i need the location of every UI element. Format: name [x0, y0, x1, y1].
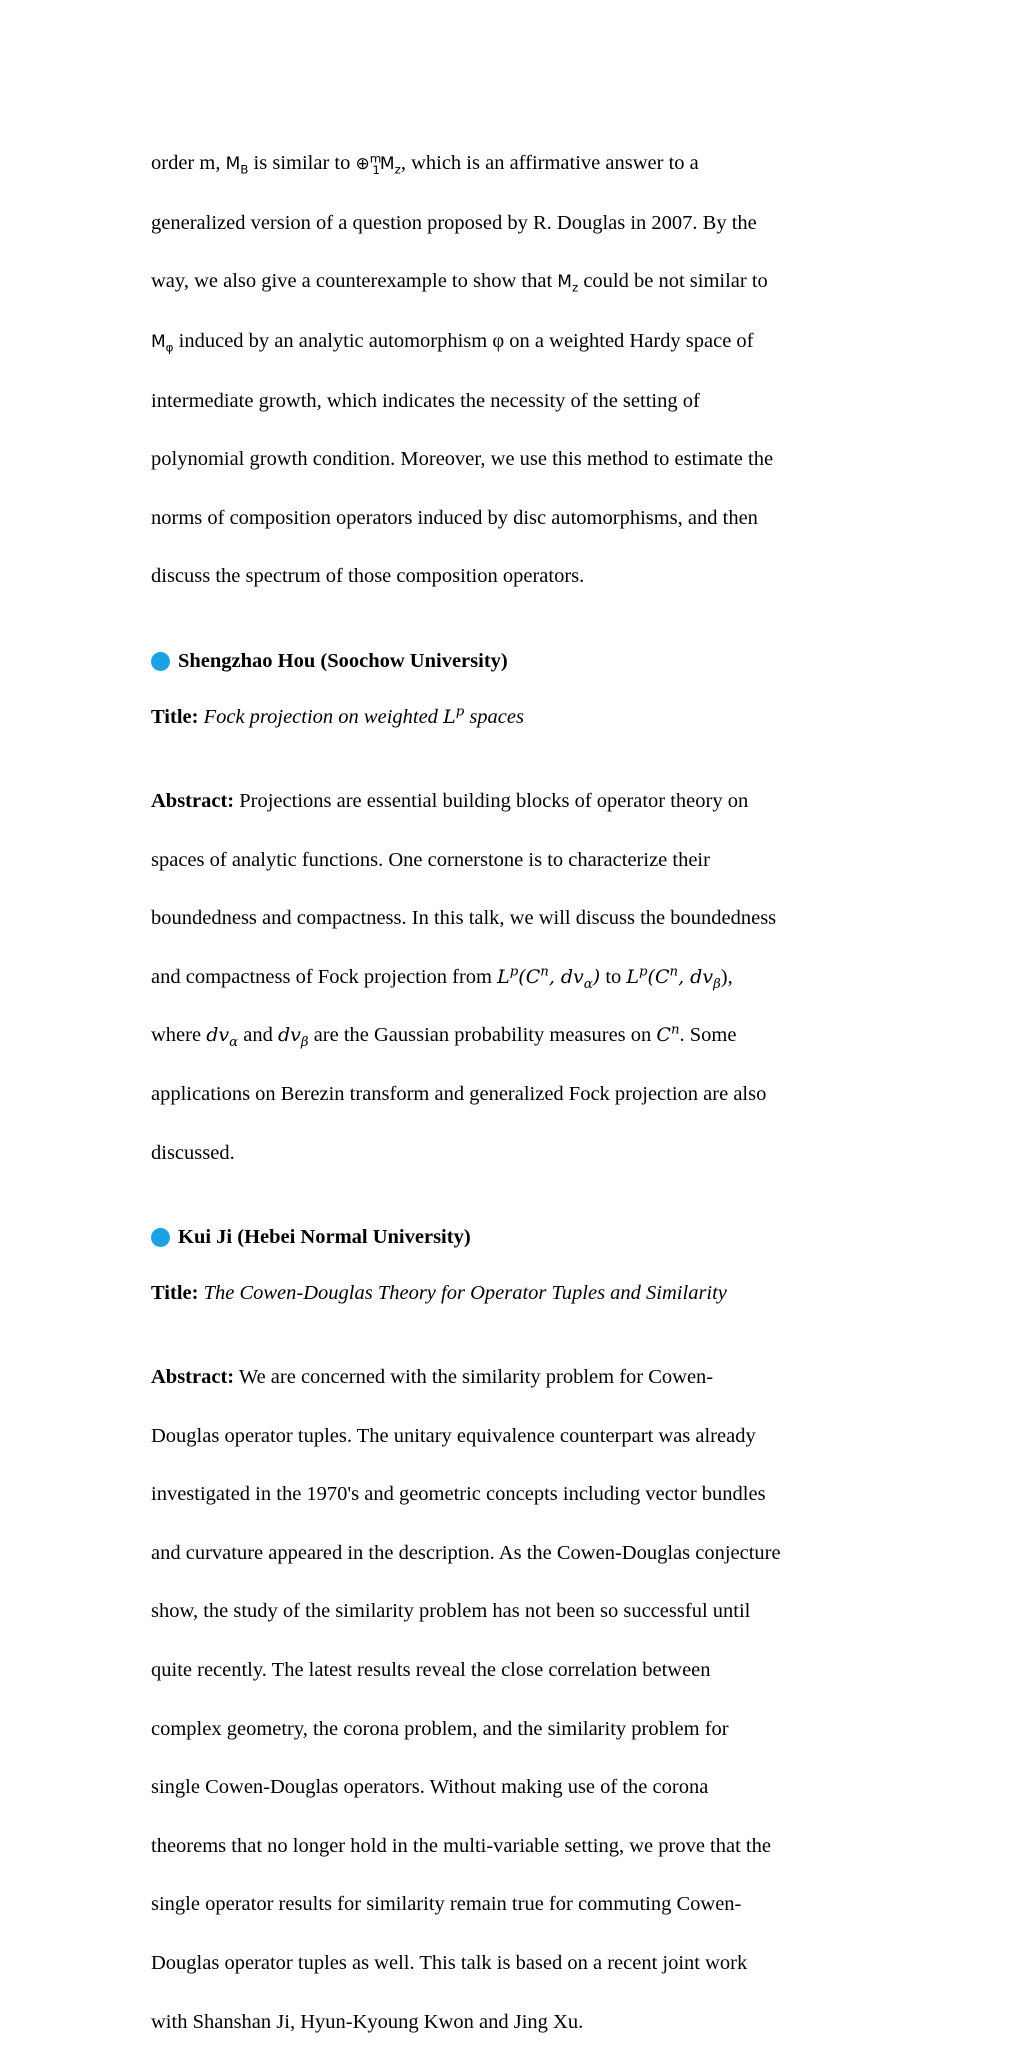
abstract-label: Abstract: — [151, 1365, 235, 1388]
abstract-line: with Shanshan Ji, Hyun-Kyoung Kwon and Jing Xu. — [151, 2010, 584, 2033]
bullet-icon — [151, 652, 170, 671]
intro-line: discuss the spectrum of those composition operators. — [151, 565, 585, 588]
abstract-line: single operator results for similarity remain true for commuting Cowen- — [151, 1893, 742, 1916]
abstract-line: quite recently. The latest results reveal the close correlation between — [151, 1658, 711, 1681]
math-mphi: $M_\varphi$ — [151, 332, 174, 355]
speaker-heading — [151, 1223, 881, 1252]
abstract-line: theorems that no longer hold in the multi-variable setting, we prove that the — [151, 1834, 771, 1857]
abstract-line: complex geometry, the corona problem, and the similarity problem for — [151, 1717, 729, 1740]
abstract-line: Abstract: We are concerned with the similarity problem for Cowen- — [151, 1365, 714, 1388]
abstract-line: Douglas operator tuples as well. This talk is based on a recent joint work — [151, 1951, 748, 1974]
speaker-name: Kui Ji (Hebei Normal University) — [178, 1226, 471, 1249]
abstract-line: Douglas operator tuples. The unitary equivalence counterpart was already — [151, 1424, 756, 1447]
text-run: is similar to — [248, 152, 356, 175]
abstract-line: applications on Berezin transform and generalized Fock projection are also — [151, 1082, 767, 1105]
intro-line — [151, 149, 881, 179]
text-run: , which is an affirmative answer to a — [400, 152, 699, 175]
abstract — [151, 1334, 881, 2066]
abstract-line: single Cowen-Douglas operators. Without making use of the corona — [151, 1776, 709, 1799]
intro-paragraph — [151, 120, 881, 621]
talk-title — [151, 1279, 881, 1308]
abstract-line: Abstract: Projections are essential building blocks of operator theory on — [151, 789, 749, 812]
talk-title — [151, 703, 881, 732]
intro-line: norms of composition operators induced by disc automorphisms, and then — [151, 506, 758, 529]
speaker-name: Shengzhao Hou (Soochow University) — [178, 650, 508, 673]
intro-line: intermediate growth, which indicates the necessity of the setting of — [151, 389, 700, 412]
math-mb: $M_B$ — [225, 154, 249, 177]
abstract-line: and compactness of Fock projection from $L^p(C^n$, $dv_\alpha$) to $L^p(C^n$, $dv_\beta$), — [151, 964, 733, 992]
document-page — [151, 120, 881, 2066]
intro-line: way, we also give a counterexample to show that $M_z$ could be not similar to — [151, 270, 768, 295]
intro-line: polynomial growth condition. Moreover, we use this method to estimate the — [151, 448, 774, 471]
abstract-line: discussed. — [151, 1141, 235, 1164]
math-lp-beta: $L^p(C^n$, $dv_\beta$ — [626, 964, 721, 992]
abstract — [151, 758, 881, 1197]
title-text: The Cowen-Douglas Theory for Operator Tuples and Similarity — [203, 1282, 727, 1305]
abstract-line: spaces of analytic functions. One cornerstone is to characterize their — [151, 848, 710, 871]
text-run: order m, — [151, 152, 226, 175]
speaker-heading — [151, 647, 881, 676]
abstract-line: and curvature appeared in the description. As the Cowen-Douglas conjecture — [151, 1541, 781, 1564]
abstract-line: where $dv_\alpha$ and $dv_\beta$ are the Gaussian probability measures on $C^n$. Some — [151, 1022, 737, 1051]
abstract-line: boundedness and compactness. In this talk, we will discuss the boundedness — [151, 907, 777, 930]
abstract-line: show, the study of the similarity problem has not been so successful until — [151, 1600, 751, 1623]
abstract-label: Abstract: — [151, 789, 235, 812]
math-oplus: $\oplus^m_1M_z$ — [355, 151, 401, 177]
title-text: Fock projection on weighted $L^p$ spaces — [203, 705, 524, 729]
title-label: Title: — [151, 1282, 199, 1305]
math-lp-alpha: $L^p(C^n$, $dv_\alpha$) — [497, 964, 601, 992]
math-mz: $M_z$ — [557, 272, 579, 295]
intro-line: $M_\varphi$ induced by an analytic automorphism φ on a weighted Hardy space of — [151, 330, 754, 355]
intro-line: generalized version of a question proposed by R. Douglas in 2007. By the — [151, 211, 757, 234]
abstract-line: investigated in the 1970's and geometric concepts including vector bundles — [151, 1483, 766, 1506]
bullet-icon — [151, 1228, 170, 1247]
title-label: Title: — [151, 706, 199, 729]
